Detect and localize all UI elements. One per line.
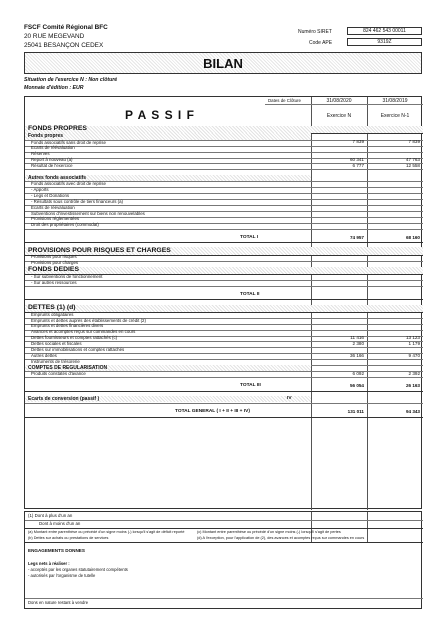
section-heading: FONDS DEDIES [28, 265, 79, 273]
row-divider [25, 286, 423, 287]
header-line [265, 104, 423, 105]
value-exercice-n1: 68 160 [405, 234, 420, 240]
note-dont-plus-un-an: (1) Dont à plus d'un an [28, 513, 73, 518]
note-a: (a) Montant entre parenthèse ou précédé d'un signe moins (-) lorsqu'il s'agit de déficit reporté [28, 529, 185, 534]
row-divider [25, 359, 423, 360]
value-exercice-n1: 7 839 [408, 139, 420, 145]
row-label: Avances et acomptes reçus sur commandes en cours [31, 329, 136, 335]
row-label: Dettes sur immobilisations et comptes rattachés [31, 347, 125, 353]
row-label: Fonds associatifs avec droit de reprise [31, 181, 106, 187]
subsection-heading: Autres fonds associatifs [28, 174, 87, 181]
footer-divider [367, 512, 368, 542]
total-label: TOTAL III [240, 383, 261, 389]
value-exercice-n: 7 839 [352, 139, 364, 145]
row-label: Résultat de l'exercice [31, 163, 73, 169]
row-divider [25, 205, 423, 206]
row-label: Emprunts et dettes financières divers [31, 323, 104, 329]
row-label: - Sur autres ressources [31, 279, 77, 285]
value-exercice-n1: 47 763 [405, 157, 420, 163]
company-name: FSCF Comité Régional BFC [24, 24, 108, 31]
footer-line [25, 542, 423, 543]
footer-line [25, 598, 423, 599]
row-label: Emprunts obligataires [31, 311, 74, 317]
row-divider [25, 193, 423, 194]
value-exercice-n1: 1 179 [408, 341, 420, 347]
subsection-heading: Fonds propres [28, 133, 64, 140]
value-exercice-n: 74 957 [349, 234, 364, 240]
section-shade [25, 267, 423, 274]
row-divider [25, 377, 423, 378]
row-divider [25, 312, 423, 313]
row-label: Provisions pour risques [31, 254, 77, 260]
value-exercice-n: 2 380 [352, 341, 364, 347]
row-label: Produits constatés d'avance [31, 371, 86, 377]
siret-value: 824 462 543 00011 [347, 27, 422, 35]
value-exercice-n: 56 054 [349, 383, 364, 389]
value-exercice-n1: 9 470 [408, 352, 420, 358]
row-divider [25, 403, 423, 404]
value-exercice-n1: 94 343 [405, 409, 420, 415]
row-label: Dettes sociales et fiscales [31, 341, 82, 347]
row-label: Ecarts de réévaluation [31, 145, 75, 151]
ape-value: 9319Z [347, 38, 422, 46]
passif-table [24, 96, 422, 509]
value-exercice-n: 11 416 [350, 335, 364, 341]
row-label: - Résultats sous contrôle de tiers financeurs (a) [31, 198, 123, 204]
note-dont-moins-un-an: Dont à moins d'un an [39, 521, 81, 526]
section-heading: FONDS PROPRES [28, 125, 87, 133]
section-shade [25, 305, 423, 312]
row-label: - Apports [31, 186, 49, 192]
value-exercice-n1: 26 163 [405, 383, 420, 389]
row-divider [25, 261, 423, 262]
row-divider [25, 217, 423, 218]
situation-line: Situation de l'exercice N : Non clôturé [24, 77, 118, 83]
total-label: TOTAL II [240, 291, 260, 297]
subsection-heading: COMPTES DE REGULARISATION [28, 364, 108, 371]
row-label: Report à nouveau (a) [31, 157, 73, 163]
section-heading: PROVISIONS POUR RISQUES ET CHARGES [28, 246, 171, 254]
value-exercice-n: 131 011 [347, 409, 364, 415]
roman-marker: IV [287, 395, 292, 401]
passif-title: P A S S I F [125, 108, 195, 122]
engagements-title: ENGAGEMENTS DONNES [28, 548, 85, 553]
row-label: Réserves [31, 151, 50, 157]
col-exercice-n1: Exercice N-1 [380, 113, 410, 119]
dons-nature: Dons en nature restant à vendre [28, 600, 89, 605]
value-exercice-n: 6 777 [352, 163, 364, 169]
value-exercice-n: 60 341 [349, 157, 364, 163]
row-label: Emprunts et dettes auprès des établissements de crédit (2) [31, 317, 146, 323]
legs-autorises: - autorisés par l'organisme de tutelle [28, 573, 96, 578]
total-label: TOTAL I [240, 234, 259, 240]
row-label: - Sur subventions de fonctionnement [31, 273, 103, 279]
row-label: Instruments de trésorerie [31, 358, 80, 364]
note-b: (b) Dettes sur achats ou prestations de services [28, 536, 109, 540]
value-exercice-n1: 13 123 [405, 335, 420, 341]
value-exercice-n1: 2 392 [408, 371, 420, 377]
date-n1: 31/08/2019 [382, 97, 408, 104]
page-title: BILAN [203, 55, 243, 71]
row-label: Ecarts de réévaluation [31, 204, 75, 210]
subsection-heading: Ecarts de conversion (passif ) [28, 395, 100, 402]
row-label: Droit des propriétaires (commodat) [31, 222, 99, 228]
company-street: 20 RUE MEGEVAND [24, 33, 85, 40]
row-divider [25, 280, 423, 281]
ape-label: Code APE [309, 40, 333, 46]
footer-notes [24, 511, 422, 609]
row-divider [25, 187, 423, 188]
row-label: Autres dettes [31, 352, 57, 358]
title-banner [24, 52, 422, 74]
row-label: Provisions réglementées [31, 216, 80, 222]
siret-label: Numéro SIRET [298, 29, 332, 35]
note-c: (c) Montant entre parenthèse ou précédé d'un signe moins (-) lorsqu'il s'agit de pertes [197, 529, 341, 534]
monnaie-line: Monnaie d'édition : EUR [24, 85, 84, 91]
row-divider [25, 152, 423, 153]
row-divider [25, 417, 423, 418]
col-exercice-n: Exercice N [326, 113, 352, 119]
row-label: Fonds associatifs sans droit de reprise [31, 139, 106, 145]
row-divider [25, 169, 423, 170]
row-label: - Legs et Donations [31, 192, 70, 198]
row-label: Subventions d'investissement sur biens non renouvelables [31, 210, 145, 216]
row-divider [25, 255, 423, 256]
date-n: 31/08/2020 [326, 97, 352, 104]
row-label: Dettes fournisseurs et comptes rattachés (c) [31, 335, 118, 341]
company-city: 25041 BESANÇON CEDEX [24, 42, 104, 49]
value-exercice-n1: 12 558 [405, 163, 420, 169]
section-heading: DETTES (1) (d) [28, 303, 76, 311]
dates-label: Dates de Clôture [268, 97, 301, 103]
note-d: (d) A l'exception, pour l'application de (2), des avances et acomptes reçus sur commandes en cours [197, 536, 365, 540]
grand-total-label: TOTAL GENERAL ( I + II + III + IV) [175, 409, 250, 415]
row-divider [25, 391, 423, 392]
row-divider [25, 146, 423, 147]
legs-label: Legs nets à réaliser : [28, 561, 70, 566]
legs-acceptes: - acceptés par les organes statutairement compétents [28, 567, 128, 572]
row-divider [25, 299, 423, 300]
value-exercice-n: 36 166 [349, 352, 364, 358]
row-divider [25, 242, 423, 243]
footer-line [25, 528, 423, 529]
value-exercice-n: 6 092 [352, 371, 364, 377]
row-label: Provisions pour charges [31, 260, 79, 266]
row-divider [25, 229, 423, 230]
footer-line [25, 520, 423, 521]
